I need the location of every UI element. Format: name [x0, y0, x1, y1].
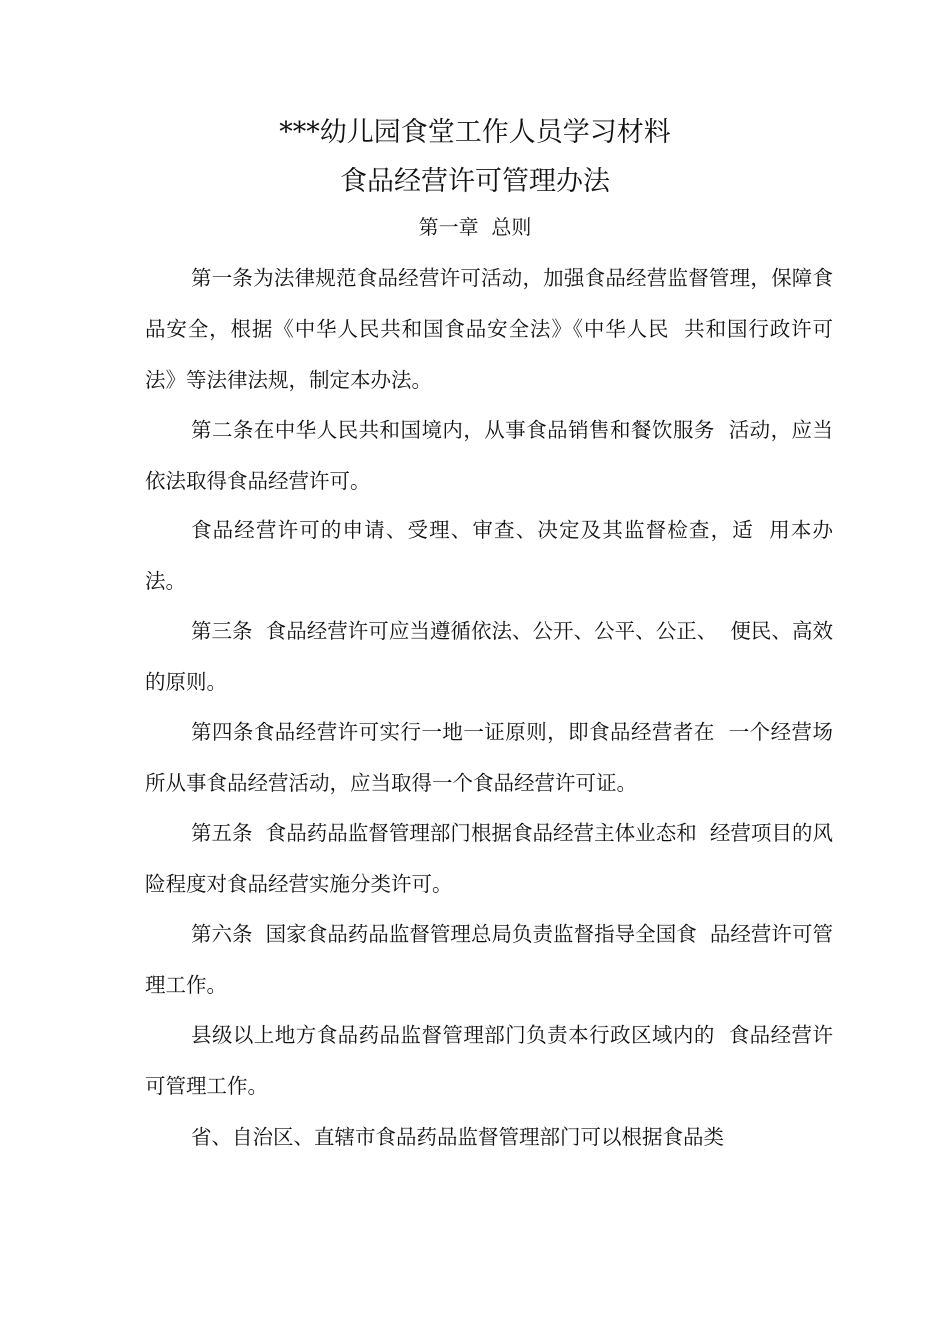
paragraph-article-4: 第四条食品经营许可实行一地一证原则，即食品经营者在 一个经营场所从事食品经营活动，应当取得一个食品经营许可证。 [145, 720, 833, 795]
document-subtitle: 食品经营许可管理办法 [340, 166, 610, 197]
paragraph-article-3: 第三条 食品经营许可应当遵循依法、公开、公平、公正、 便民、高效的原则。 [145, 619, 833, 694]
document-title: ***幼儿园食堂工作人员学习材料 [279, 117, 671, 148]
paragraph-article-6-local: 县级以上地方食品药品监督管理部门负责本行政区域内的 食品经营许可管理工作。 [145, 1023, 833, 1098]
paragraph-article-6: 第六条 国家食品药品监督管理总局负责监督指导全国食 品经营许可管理工作。 [145, 922, 833, 997]
chapter-heading: 第一章 总则 [418, 215, 532, 239]
paragraph-article-1: 第一条为法律规范食品经营许可活动，加强食品经营监督管理，保障食品安全，根据《中华人民共和国食品安全法》《中华人民 共和国行政许可法》等法律法规，制定本办法。 [145, 266, 833, 392]
paragraph-article-2-scope: 食品经营许可的申请、受理、审查、决定及其监督检查，适 用本办法。 [145, 518, 833, 593]
paragraph-article-6-provincial: 省、自治区、直辖市食品药品监督管理部门可以根据食品类 [191, 1125, 724, 1149]
paragraph-article-5: 第五条 食品药品监督管理部门根据食品经营主体业态和 经营项目的风险程度对食品经营实施分类许可。 [145, 821, 833, 896]
paragraph-article-2: 第二条在中华人民共和国境内，从事食品销售和餐饮服务 活动，应当依法取得食品经营许可。 [145, 418, 833, 493]
